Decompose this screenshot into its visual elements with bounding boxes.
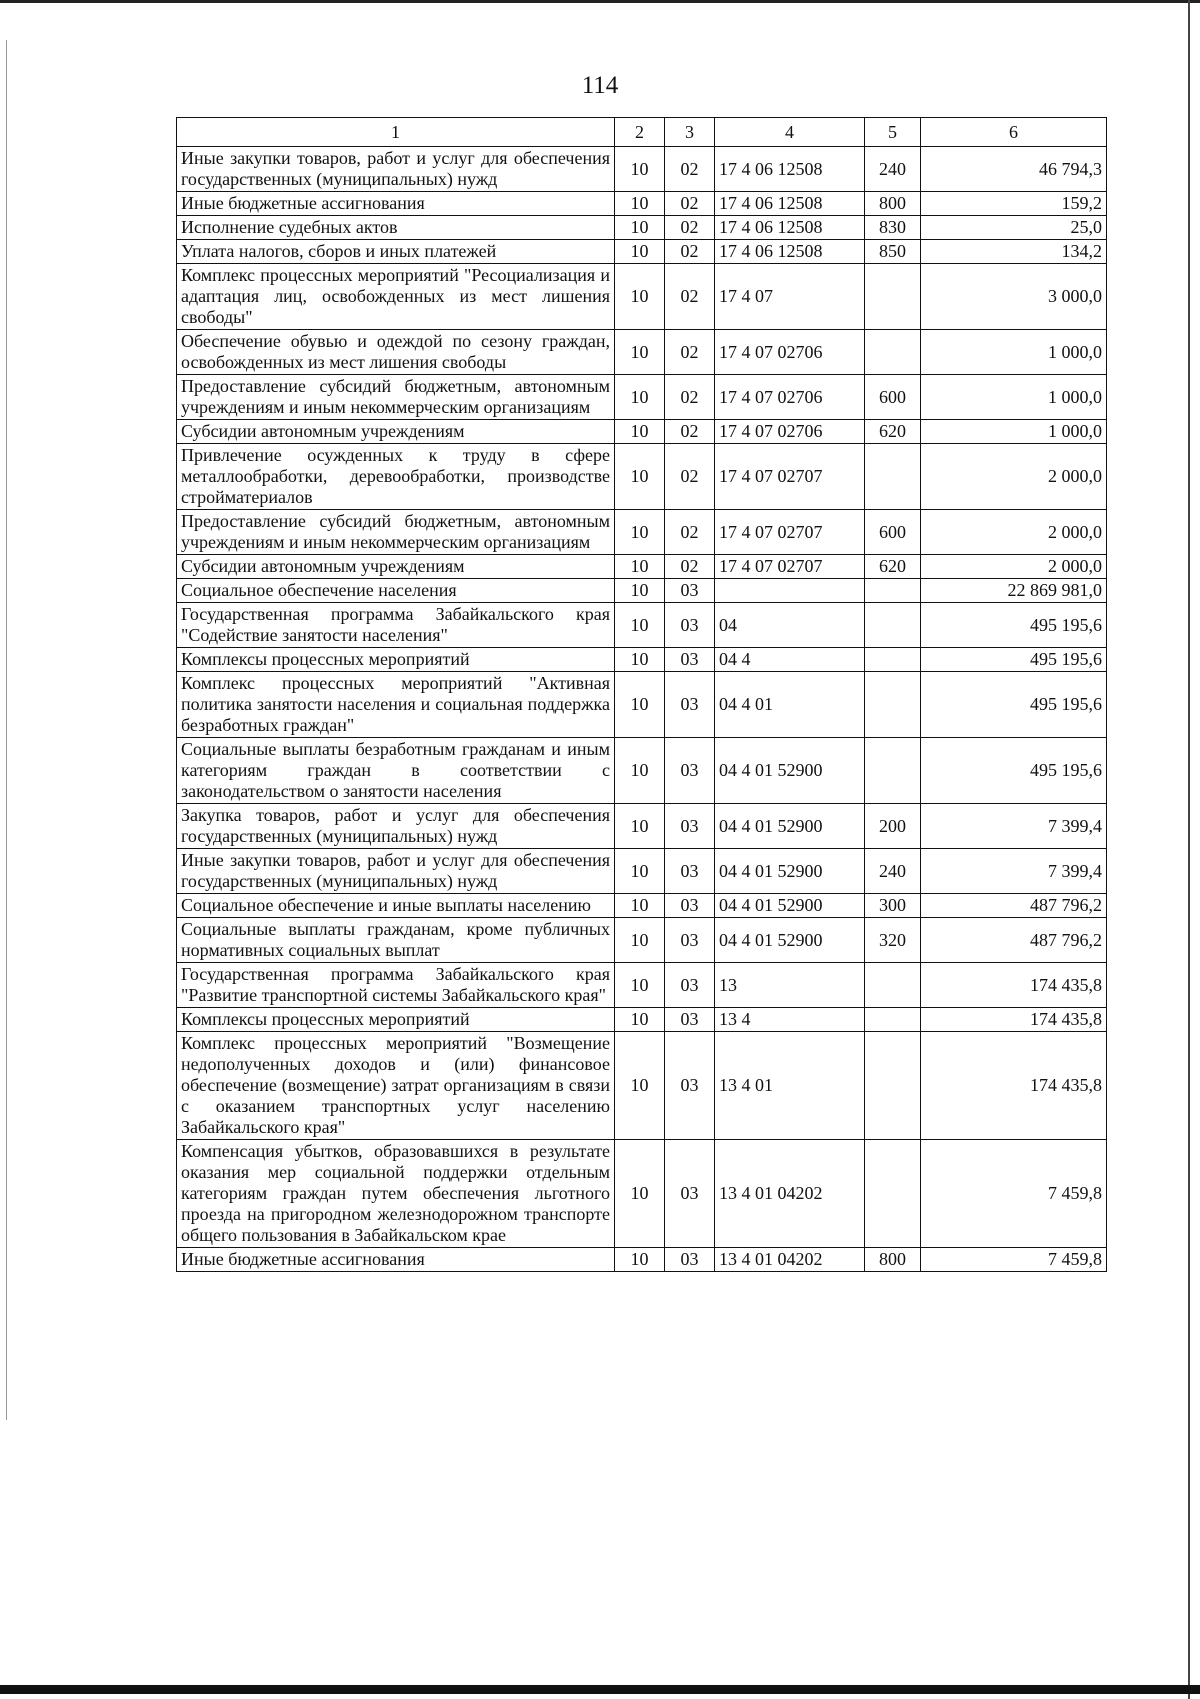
row-code: 17 4 07 02706 — [715, 330, 865, 375]
row-code: 04 4 01 52900 — [715, 894, 865, 918]
table-row — [177, 1008, 1107, 1032]
row-type: 620 — [865, 555, 921, 579]
row-code: 04 4 01 52900 — [715, 849, 865, 894]
header-col-6: 6 — [921, 118, 1107, 147]
row-type: 240 — [865, 147, 921, 192]
header-col-3: 3 — [665, 118, 715, 147]
row-amount: 174 435,8 — [921, 963, 1107, 1008]
row-type: 620 — [865, 420, 921, 444]
scan-border-top — [0, 0, 1200, 3]
row-name: Комплекс процессных мероприятий "Ресоциализация и адаптация лиц, освобожденных из мест лишения свободы" — [177, 264, 615, 330]
row-amount: 1 000,0 — [921, 330, 1107, 375]
row-section: 10 — [615, 264, 665, 330]
row-section: 10 — [615, 147, 665, 192]
row-amount: 7 399,4 — [921, 804, 1107, 849]
row-section: 10 — [615, 1140, 665, 1248]
row-name: Государственная программа Забайкальского края "Развитие транспортной системы Забайкальского края" — [177, 963, 615, 1008]
table-row — [177, 1032, 1107, 1140]
row-subsection: 03 — [665, 603, 715, 648]
row-section: 10 — [615, 603, 665, 648]
row-section: 10 — [615, 1248, 665, 1272]
row-section: 10 — [615, 216, 665, 240]
table-row — [177, 444, 1107, 510]
table-row — [177, 420, 1107, 444]
row-name: Социальные выплаты безработным гражданам и иным категориям граждан в соответствии с законодательством о занятости населения — [177, 738, 615, 804]
row-subsection: 03 — [665, 1032, 715, 1140]
row-name: Комплексы процессных мероприятий — [177, 1008, 615, 1032]
row-type: 300 — [865, 894, 921, 918]
row-type — [865, 579, 921, 603]
row-type: 320 — [865, 918, 921, 963]
row-amount: 134,2 — [921, 240, 1107, 264]
row-amount: 495 195,6 — [921, 648, 1107, 672]
table-row — [177, 918, 1107, 963]
row-amount: 2 000,0 — [921, 555, 1107, 579]
row-amount: 7 399,4 — [921, 849, 1107, 894]
row-subsection: 02 — [665, 375, 715, 420]
row-name: Уплата налогов, сборов и иных платежей — [177, 240, 615, 264]
row-name: Привлечение осужденных к труду в сфере металлообработки, деревообработки, производстве стройматериалов — [177, 444, 615, 510]
table-row — [177, 672, 1107, 738]
table-row — [177, 240, 1107, 264]
row-name: Предоставление субсидий бюджетным, автономным учреждениям и иным некоммерческим организациям — [177, 510, 615, 555]
row-code: 17 4 07 02707 — [715, 555, 865, 579]
row-type — [865, 264, 921, 330]
row-subsection: 02 — [665, 510, 715, 555]
row-name: Иные закупки товаров, работ и услуг для обеспечения государственных (муниципальных) нужд — [177, 849, 615, 894]
row-name: Комплекс процессных мероприятий "Возмещение недополученных доходов и (или) финансовое обеспечение (возмещение) затрат организациям в связи с оказанием транспортных услуг населению Забайкальского края" — [177, 1032, 615, 1140]
table-row — [177, 264, 1107, 330]
page-number: 114 — [581, 72, 619, 99]
row-section: 10 — [615, 1008, 665, 1032]
row-amount: 1 000,0 — [921, 375, 1107, 420]
row-type — [865, 672, 921, 738]
budget-table — [176, 117, 1107, 1272]
row-name: Социальные выплаты гражданам, кроме публичных нормативных социальных выплат — [177, 918, 615, 963]
row-subsection: 03 — [665, 648, 715, 672]
row-type — [865, 963, 921, 1008]
row-section: 10 — [615, 375, 665, 420]
row-section: 10 — [615, 648, 665, 672]
row-name: Социальное обеспечение и иные выплаты населению — [177, 894, 615, 918]
table-row — [177, 648, 1107, 672]
row-subsection: 02 — [665, 444, 715, 510]
row-amount: 495 195,6 — [921, 603, 1107, 648]
row-subsection: 03 — [665, 738, 715, 804]
row-type: 200 — [865, 804, 921, 849]
row-amount: 1 000,0 — [921, 420, 1107, 444]
table-row — [177, 555, 1107, 579]
row-subsection: 03 — [665, 963, 715, 1008]
row-name: Субсидии автономным учреждениям — [177, 420, 615, 444]
row-code: 04 4 01 52900 — [715, 738, 865, 804]
row-subsection: 03 — [665, 672, 715, 738]
table-row — [177, 330, 1107, 375]
row-amount: 7 459,8 — [921, 1140, 1107, 1248]
row-name: Обеспечение обувью и одеждой по сезону граждан, освобожденных из мест лишения свободы — [177, 330, 615, 375]
row-code: 17 4 06 12508 — [715, 192, 865, 216]
row-section: 10 — [615, 420, 665, 444]
row-amount: 2 000,0 — [921, 444, 1107, 510]
header-col-5: 5 — [865, 118, 921, 147]
table-row — [177, 1248, 1107, 1272]
row-section: 10 — [615, 672, 665, 738]
row-code: 17 4 07 02707 — [715, 510, 865, 555]
row-section: 10 — [615, 738, 665, 804]
row-code: 13 — [715, 963, 865, 1008]
row-section: 10 — [615, 918, 665, 963]
table-body — [177, 147, 1107, 1272]
row-amount: 174 435,8 — [921, 1032, 1107, 1140]
row-type: 850 — [865, 240, 921, 264]
table-row — [177, 579, 1107, 603]
table-row — [177, 1140, 1107, 1248]
row-type — [865, 1140, 921, 1248]
scan-border-bottom — [0, 1685, 1200, 1694]
row-code: 13 4 01 04202 — [715, 1140, 865, 1248]
header-col-1: 1 — [177, 118, 615, 147]
row-subsection: 03 — [665, 918, 715, 963]
table-row — [177, 216, 1107, 240]
table-row — [177, 804, 1107, 849]
row-type: 800 — [865, 1248, 921, 1272]
row-type: 800 — [865, 192, 921, 216]
row-section: 10 — [615, 192, 665, 216]
row-name: Иные закупки товаров, работ и услуг для обеспечения государственных (муниципальных) нужд — [177, 147, 615, 192]
row-code: 13 4 01 — [715, 1032, 865, 1140]
row-section: 10 — [615, 510, 665, 555]
table-row — [177, 849, 1107, 894]
row-amount: 25,0 — [921, 216, 1107, 240]
table-row — [177, 738, 1107, 804]
row-code: 13 4 — [715, 1008, 865, 1032]
table-row — [177, 192, 1107, 216]
row-section: 10 — [615, 849, 665, 894]
table-row — [177, 963, 1107, 1008]
row-subsection: 02 — [665, 216, 715, 240]
table-row — [177, 894, 1107, 918]
row-amount: 46 794,3 — [921, 147, 1107, 192]
row-name: Социальное обеспечение населения — [177, 579, 615, 603]
row-name: Исполнение судебных актов — [177, 216, 615, 240]
row-code — [715, 579, 865, 603]
row-subsection: 02 — [665, 240, 715, 264]
row-type: 600 — [865, 375, 921, 420]
header-row — [177, 118, 1107, 147]
scan-border-left — [6, 40, 7, 1420]
row-type — [865, 330, 921, 375]
row-section: 10 — [615, 330, 665, 375]
row-amount: 7 459,8 — [921, 1248, 1107, 1272]
row-code: 04 4 — [715, 648, 865, 672]
row-name: Комплекс процессных мероприятий "Активная политика занятости населения и социальная поддержка безработных граждан" — [177, 672, 615, 738]
row-subsection: 03 — [665, 804, 715, 849]
row-name: Закупка товаров, работ и услуг для обеспечения государственных (муниципальных) нужд — [177, 804, 615, 849]
row-subsection: 03 — [665, 849, 715, 894]
row-name: Комплексы процессных мероприятий — [177, 648, 615, 672]
row-code: 17 4 06 12508 — [715, 240, 865, 264]
row-amount: 495 195,6 — [921, 738, 1107, 804]
row-name: Субсидии автономным учреждениям — [177, 555, 615, 579]
header-col-4: 4 — [715, 118, 865, 147]
row-type — [865, 603, 921, 648]
table-row — [177, 375, 1107, 420]
row-type: 830 — [865, 216, 921, 240]
row-section: 10 — [615, 579, 665, 603]
row-section: 10 — [615, 894, 665, 918]
row-type — [865, 1032, 921, 1140]
row-amount: 174 435,8 — [921, 1008, 1107, 1032]
row-subsection: 03 — [665, 1140, 715, 1248]
row-code: 04 4 01 52900 — [715, 804, 865, 849]
row-code: 17 4 07 02706 — [715, 375, 865, 420]
row-type — [865, 738, 921, 804]
row-amount: 495 195,6 — [921, 672, 1107, 738]
row-subsection: 03 — [665, 579, 715, 603]
row-type — [865, 444, 921, 510]
row-code: 04 4 01 52900 — [715, 918, 865, 963]
row-type: 240 — [865, 849, 921, 894]
row-type — [865, 648, 921, 672]
row-code: 17 4 07 — [715, 264, 865, 330]
row-subsection: 03 — [665, 1008, 715, 1032]
row-name: Иные бюджетные ассигнования — [177, 192, 615, 216]
row-type: 600 — [865, 510, 921, 555]
row-amount: 22 869 981,0 — [921, 579, 1107, 603]
header-col-2: 2 — [615, 118, 665, 147]
row-amount: 159,2 — [921, 192, 1107, 216]
row-section: 10 — [615, 963, 665, 1008]
row-subsection: 03 — [665, 1248, 715, 1272]
row-subsection: 02 — [665, 555, 715, 579]
row-amount: 487 796,2 — [921, 918, 1107, 963]
row-section: 10 — [615, 240, 665, 264]
row-name: Государственная программа Забайкальского края "Содействие занятости населения" — [177, 603, 615, 648]
table-row — [177, 603, 1107, 648]
row-amount: 487 796,2 — [921, 894, 1107, 918]
row-section: 10 — [615, 804, 665, 849]
row-amount: 2 000,0 — [921, 510, 1107, 555]
row-subsection: 02 — [665, 192, 715, 216]
scan-border-right — [1188, 0, 1190, 1699]
row-subsection: 02 — [665, 330, 715, 375]
row-section: 10 — [615, 1032, 665, 1140]
row-code: 04 4 01 — [715, 672, 865, 738]
row-section: 10 — [615, 555, 665, 579]
row-subsection: 02 — [665, 264, 715, 330]
row-subsection: 03 — [665, 894, 715, 918]
row-section: 10 — [615, 444, 665, 510]
row-code: 17 4 06 12508 — [715, 147, 865, 192]
table-row — [177, 510, 1107, 555]
row-code: 04 — [715, 603, 865, 648]
row-code: 13 4 01 04202 — [715, 1248, 865, 1272]
row-name: Компенсация убытков, образовавшихся в результате оказания мер социальной поддержки отдельным категориям граждан путем обеспечения льготного проезда на пригородном железнодорожном транспорте общего пользования в Забайкальском крае — [177, 1140, 615, 1248]
row-code: 17 4 07 02707 — [715, 444, 865, 510]
row-name: Иные бюджетные ассигнования — [177, 1248, 615, 1272]
row-code: 17 4 07 02706 — [715, 420, 865, 444]
row-code: 17 4 06 12508 — [715, 216, 865, 240]
table-row — [177, 147, 1107, 192]
row-subsection: 02 — [665, 147, 715, 192]
row-amount: 3 000,0 — [921, 264, 1107, 330]
row-name: Предоставление субсидий бюджетным, автономным учреждениям и иным некоммерческим организациям — [177, 375, 615, 420]
row-type — [865, 1008, 921, 1032]
row-subsection: 02 — [665, 420, 715, 444]
